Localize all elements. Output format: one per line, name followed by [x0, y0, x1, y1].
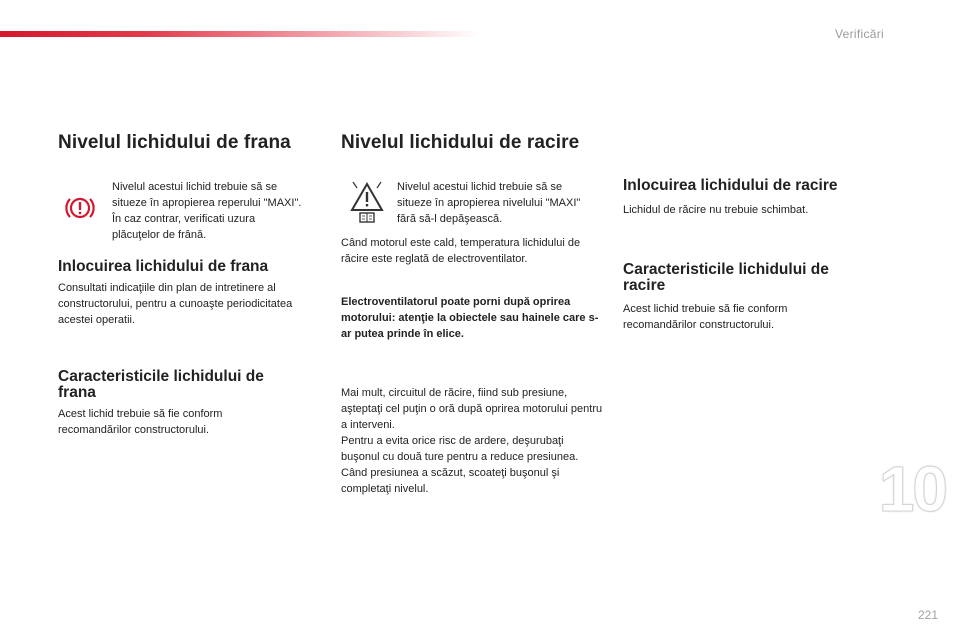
chapter-number: 10: [878, 453, 946, 525]
brake-replace-text: Consultati indicaţiile din plan de intretinere al constructorului, pentru a cunoaşte periodicitatea acestei operatii.: [58, 282, 293, 326]
section-name: Verificări: [834, 27, 884, 41]
coolant-hot-text: Când motorul este cald, temperatura lichidului de răcire este reglată de electroventilator.: [341, 237, 581, 265]
fan-warning-text: Electroventilatorul poate porni după oprirea motorului: atenţie la obiectele sau hainele care s-ar putea prinde în elice.: [341, 296, 599, 340]
brake-replace-title: Inlocuirea lichidului de frana: [58, 258, 269, 275]
coolant-info-column: [623, 177, 863, 331]
header-accent-bar: [0, 31, 480, 37]
coolant-level-text: Nivelul acestui lichid trebuie să se situeze în apropierea nivelului "MAXI" fără să-l depăşească.: [397, 181, 581, 225]
brake-fluid-title: Nivelul lichidului de frana: [58, 132, 291, 153]
brake-spec-text: Acest lichid trebuie să fie conform recomandărilor constructorului.: [58, 408, 223, 436]
brake-level-text: Nivelul acestui lichid trebuie să se situeze în apropierea reperului "MAXI". În caz contrar, verificati uzura plăcuţelor de frână.: [112, 181, 302, 241]
coolant-warning-icon: [349, 180, 385, 224]
page-number: 221: [917, 608, 938, 622]
coolant-title: Nivelul lichidului de racire: [341, 132, 580, 153]
coolant-spec-text: Acest lichid trebuie să fie conform recomandărilor constructorului.: [623, 303, 788, 331]
brake-spec-title: Caracteristicile lichidului de frana: [58, 368, 264, 402]
brake-fluid-column: [58, 132, 303, 436]
pressure-text: Mai mult, circuitul de răcire, fiind sub presiune, aşteptaţi cel puţin o oră după oprirea motorului pentru a interveni.: [341, 387, 603, 431]
brake-warning-icon: [64, 192, 96, 224]
burn-risk-text: Pentru a evita orice risc de ardere, deşurubaţi buşonul cu două ture pentru a reduce presiunea. Când presiunea a scăzut, scoateţi buşonul şi completaţi nivelul.: [341, 435, 579, 495]
coolant-column: [341, 132, 606, 495]
coolant-replace-text: Lichidul de răcire nu trebuie schimbat.: [623, 204, 809, 216]
coolant-spec-title: Caracteristicile lichidului de racire: [623, 261, 829, 295]
coolant-replace-title: Inlocuirea lichidului de racire: [623, 177, 838, 194]
